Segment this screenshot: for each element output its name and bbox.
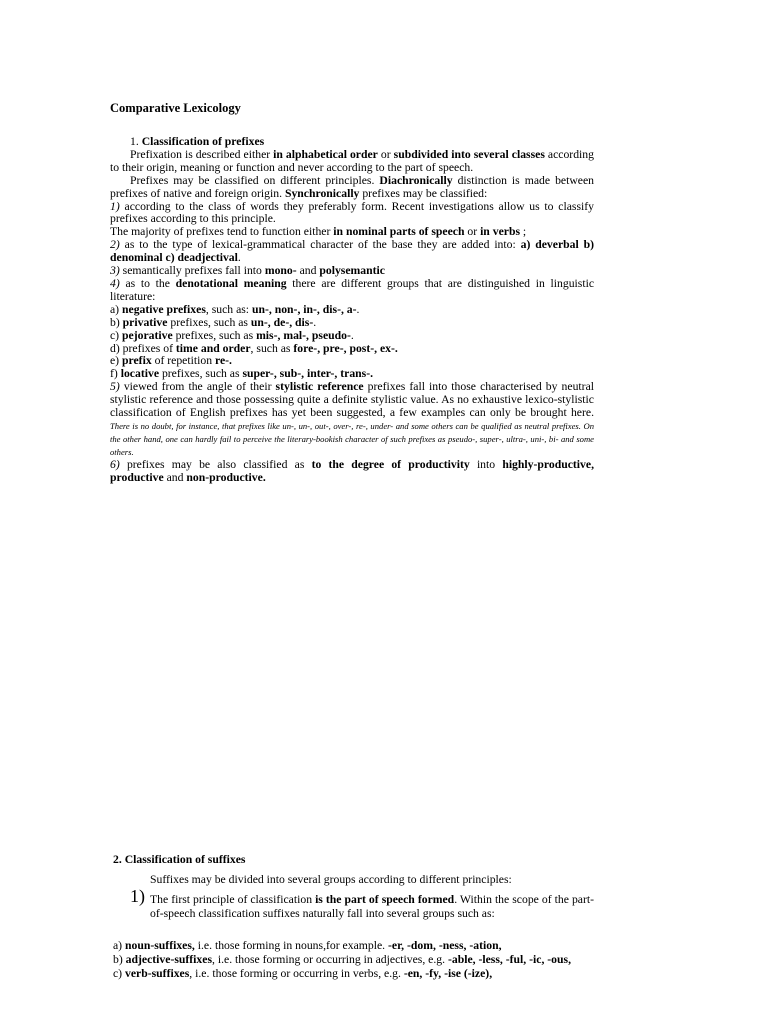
list-item-e: e) prefix of repetition re-. (110, 354, 232, 368)
paragraph-prefixation: Prefixation is described either in alphabetical order or subdivided into several classes according to their origin, meaning or function and never according to the part of speech. (110, 147, 594, 174)
section1-heading: 1. Classification of prefixes (130, 135, 265, 148)
suffix-list-item-c: c) verb-suffixes, i.e. those forming or occurring in verbs, e.g. -en, -fy, -ise (-ize), (113, 967, 493, 980)
section2-heading: 2. Classification of suffixes (113, 853, 246, 866)
paragraph-principles: Prefixes may be classified on different principles. Diachronically distinction is made between prefixes of native and foreign origin. Synchronically prefixes may be classified: (110, 173, 595, 200)
item-2: 2) as to the type of lexical-grammatical character of the base they are added into: a) deverbal b) denominal c) deadjectival. (110, 238, 595, 265)
section2-intro: Suffixes may be divided into several groups according to different principles: (150, 873, 512, 886)
list-item-a: a) negative prefixes, such as: un-, non-, in-, dis-, a-. (110, 302, 360, 316)
document-title: Comparative Lexicology (110, 101, 241, 115)
list-item-f: f) locative prefixes, such as super-, sub-, inter-, trans-. (110, 367, 374, 381)
list-item-d: d) prefixes of time and order, such as fore-, pre-, post-, ex-. (110, 341, 398, 355)
item-1: 1) according to the class of words they preferably form. Recent investigations allow us to classify prefixes according to this principle. (110, 199, 594, 226)
suffix-list-item-b: b) adjective-suffixes, i.e. those forming or occurring in adjectives, e.g. -able, -less, -ful, -ic, -ous, (113, 953, 572, 966)
document-page (110, 0, 594, 1024)
section-suffixes (113, 853, 594, 981)
list-item-b: b) privative prefixes, such as un-, de-, dis-. (110, 315, 317, 329)
quote-text: There is no doubt, for instance, that prefixes like un-, un-, out-, over-, re-, under- and some others can be qualified as neutral prefixes. On the other hand, one can hardly fail to perceive the literary-bookish character of such prefixes as pseudo-, super-, ultra-, uni-, bi- and some others. (110, 420, 594, 457)
item-5: 5) viewed from the angle of their stylistic reference prefixes fall into those characterised by neutral stylistic reference and those possessing quite a definite stylistic value. As no exhaustive lexico-stylistic classification of English prefixes has yet been suggested, a few examples can only be brought here. There is no doubt, for instance, that prefixes like un-, un-, out-, over-, re-, under- and some others can be qualified as neutral prefixes. On the other hand, one can hardly fail to perceive the literary-bookish character of such prefixes as pseudo-, super-, ultra-, uni-, bi- and some others. (110, 380, 595, 457)
section2-principle-1: 1) The first principle of classification is the part of speech formed. Within the scope of the part-of-speech classification suffixes naturally fall into several groups such as: (130, 886, 595, 920)
list-item-c: c) pejorative prefixes, such as mis-, mal-, pseudo-. (110, 328, 354, 342)
section-prefixes (110, 136, 594, 484)
item-4: 4) as to the denotational meaning there are different groups that are distinguished in linguistic literature: (110, 276, 595, 303)
item-6: 6) prefixes may be also classified as to the degree of productivity into highly-productive, productive and non-productive. (110, 457, 594, 484)
paragraph-majority: The majority of prefixes tend to function either in nominal parts of speech or in verbs ; (110, 225, 527, 239)
item-3: 3) semantically prefixes fall into mono- and polysemantic (110, 264, 385, 278)
suffix-list-item-a: a) noun-suffixes, i.e. those forming in nouns,for example. -er, -dom, -ness, -ation, (113, 939, 502, 952)
